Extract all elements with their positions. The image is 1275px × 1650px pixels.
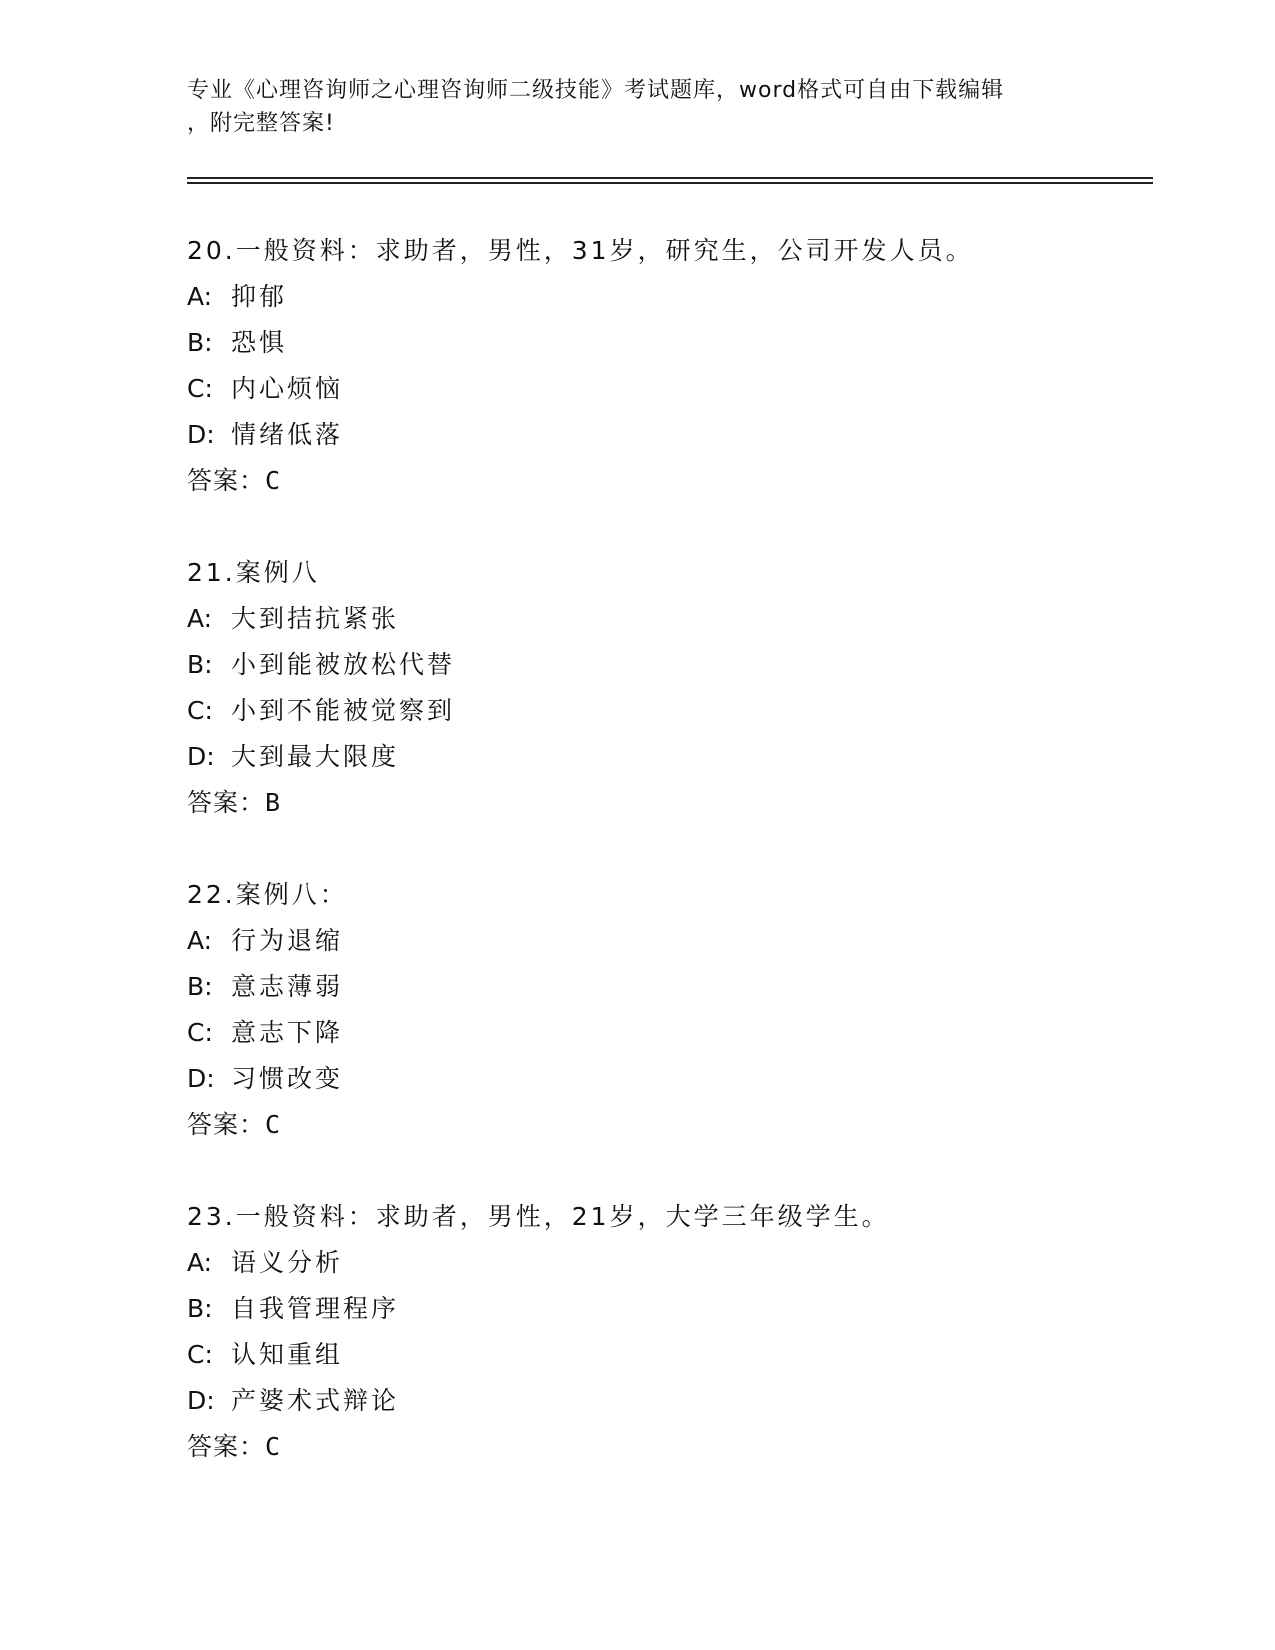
option-d (187, 412, 1147, 458)
header-line-1: 专业《心理咨询师之心理咨询师二级技能》考试题库，word格式可自由下载编辑 (187, 78, 1005, 103)
option-text: 自我管理程序 (231, 1294, 400, 1323)
option-text: 情绪低落 (231, 420, 344, 449)
option-d (187, 1056, 1147, 1102)
option-text: 行为退缩 (231, 926, 344, 955)
question-21 (187, 550, 1147, 826)
answer-label: 答案： (187, 788, 266, 817)
option-key: A: (187, 604, 213, 633)
option-key: D: (187, 420, 215, 449)
option-key: A: (187, 282, 213, 311)
option-key: A: (187, 1248, 213, 1277)
option-key: B: (187, 972, 213, 1001)
question-20 (187, 228, 1147, 504)
question-22 (187, 872, 1147, 1148)
option-b (187, 642, 1147, 688)
answer-line (187, 1102, 1147, 1148)
answer-value: B (265, 788, 282, 817)
option-key: D: (187, 1064, 215, 1093)
option-d (187, 1378, 1147, 1424)
answer-label: 答案： (187, 466, 266, 495)
option-a (187, 1240, 1147, 1286)
option-b (187, 964, 1147, 1010)
option-text: 习惯改变 (231, 1064, 344, 1093)
option-text: 抑郁 (231, 282, 288, 311)
option-text: 产婆术式辩论 (231, 1386, 400, 1415)
option-b (187, 1286, 1147, 1332)
option-key: C: (187, 1018, 213, 1047)
option-text: 大到拮抗紧张 (231, 604, 400, 633)
option-key: B: (187, 1294, 213, 1323)
option-c (187, 1332, 1147, 1378)
option-text: 小到能被放松代替 (231, 650, 456, 679)
option-text: 大到最大限度 (231, 742, 400, 771)
option-key: D: (187, 742, 215, 771)
option-key: B: (187, 650, 213, 679)
option-text: 意志下降 (231, 1018, 344, 1047)
header-divider-bottom (187, 182, 1153, 184)
option-text: 恐惧 (231, 328, 288, 357)
option-key: C: (187, 1340, 213, 1369)
answer-value: C (265, 1110, 282, 1139)
option-key: B: (187, 328, 213, 357)
option-key: A: (187, 926, 213, 955)
question-stem: 23.一般资料：求助者，男性，21岁，大学三年级学生。 (187, 1202, 890, 1231)
option-a (187, 918, 1147, 964)
option-key: C: (187, 696, 213, 725)
option-d (187, 734, 1147, 780)
option-c (187, 1010, 1147, 1056)
document-header (187, 74, 1087, 140)
option-b (187, 320, 1147, 366)
option-text: 语义分析 (231, 1248, 344, 1277)
option-text: 小到不能被觉察到 (231, 696, 456, 725)
header-divider-top (187, 177, 1153, 179)
answer-label: 答案： (187, 1110, 266, 1139)
option-text: 认知重组 (231, 1340, 344, 1369)
answer-label: 答案： (187, 1432, 266, 1461)
answer-line (187, 780, 1147, 826)
option-text: 内心烦恼 (231, 374, 344, 403)
answer-value: C (265, 1432, 282, 1461)
answer-line (187, 458, 1147, 504)
question-stem: 22.案例八： (187, 880, 348, 909)
answer-line (187, 1424, 1147, 1470)
option-a (187, 274, 1147, 320)
question-stem: 20.一般资料：求助者，男性，31岁，研究生，公司开发人员。 (187, 236, 974, 265)
option-c (187, 366, 1147, 412)
option-c (187, 688, 1147, 734)
header-line-2: ，附完整答案! (187, 111, 335, 136)
question-23 (187, 1194, 1147, 1470)
option-key: C: (187, 374, 213, 403)
option-a (187, 596, 1147, 642)
answer-value: C (265, 466, 282, 495)
question-stem: 21.案例八 (187, 558, 320, 587)
option-text: 意志薄弱 (231, 972, 344, 1001)
option-key: D: (187, 1386, 215, 1415)
